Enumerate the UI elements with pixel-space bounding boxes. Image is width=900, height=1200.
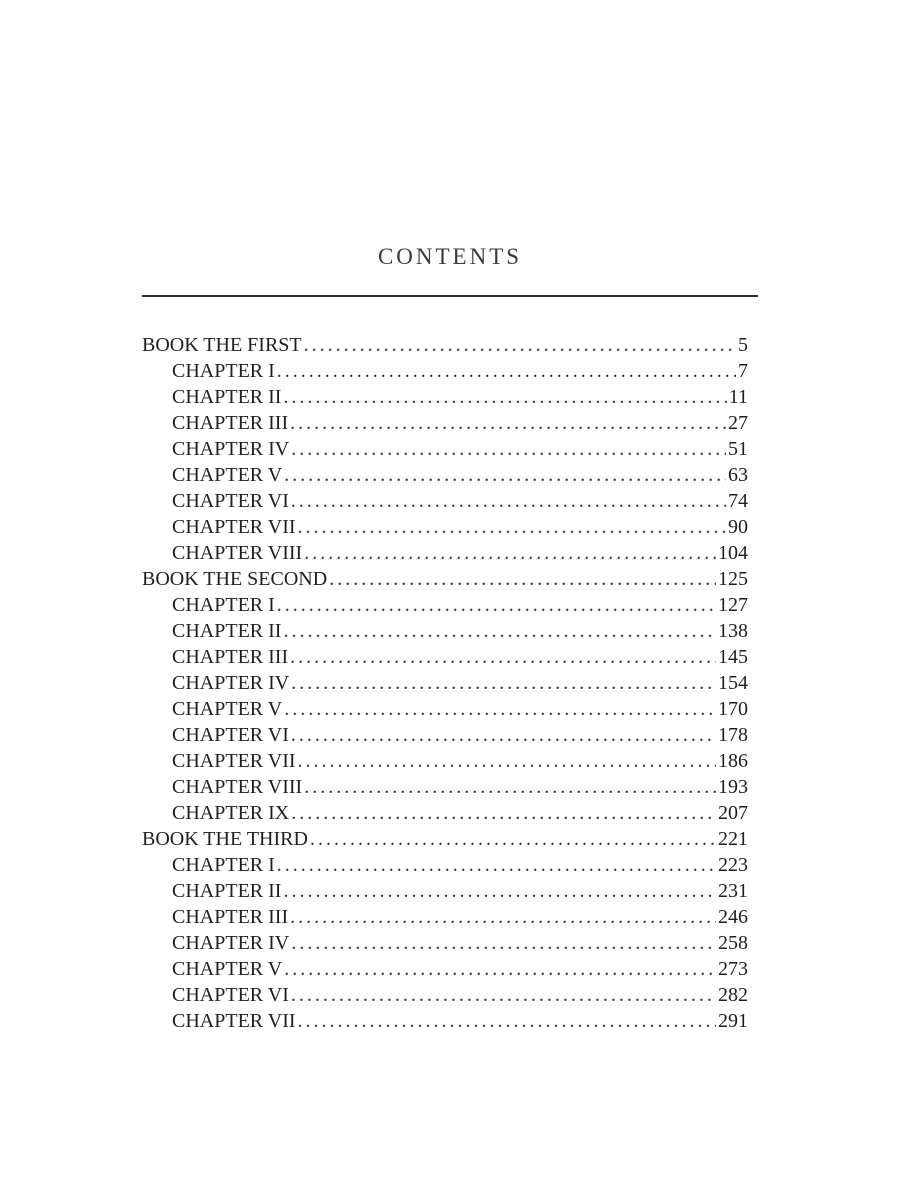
toc-entry-label: CHAPTER II — [172, 620, 282, 642]
toc-chapter-entry[interactable] — [142, 774, 748, 800]
toc-entry-label: CHAPTER VII — [172, 750, 296, 772]
toc-entry-label: CHAPTER IX — [172, 802, 290, 824]
dot-leader — [290, 904, 716, 930]
dot-leader — [291, 722, 716, 748]
toc-entry-label: BOOK THE SECOND — [142, 568, 328, 590]
toc-chapter-entry[interactable] — [142, 540, 748, 566]
toc-entry-label: CHAPTER III — [172, 646, 289, 668]
toc-entry-label: CHAPTER III — [172, 906, 289, 928]
toc-entry-label: CHAPTER VI — [172, 984, 289, 1006]
toc-entry-label: CHAPTER V — [172, 464, 283, 486]
toc-page-number: 193 — [718, 776, 748, 798]
toc-page-number: 273 — [718, 958, 748, 980]
toc-entry-label: CHAPTER I — [172, 360, 275, 382]
toc-entry-label: CHAPTER IV — [172, 672, 290, 694]
toc-page-number: 186 — [718, 750, 748, 772]
dot-leader — [310, 826, 716, 852]
dot-leader — [291, 982, 716, 1008]
toc-entry-label: CHAPTER II — [172, 880, 282, 902]
dot-leader — [329, 566, 716, 592]
dot-leader — [290, 644, 716, 670]
dot-leader — [304, 332, 736, 358]
toc-entry-label: CHAPTER VII — [172, 516, 296, 538]
toc-page-number: 138 — [718, 620, 748, 642]
toc-page-number: 221 — [718, 828, 748, 850]
toc-entry-label: BOOK THE THIRD — [142, 828, 308, 850]
toc-chapter-entry[interactable] — [142, 488, 748, 514]
dot-leader — [291, 800, 716, 826]
toc-chapter-entry[interactable] — [142, 982, 748, 1008]
toc-page-number: 5 — [738, 334, 748, 356]
dot-leader — [298, 748, 716, 774]
toc-page-number: 11 — [728, 386, 748, 408]
toc-page-number: 74 — [728, 490, 748, 512]
toc-chapter-entry[interactable] — [142, 410, 748, 436]
toc-chapter-entry[interactable] — [142, 696, 748, 722]
toc-chapter-entry[interactable] — [142, 800, 748, 826]
toc-chapter-entry[interactable] — [142, 462, 748, 488]
toc-chapter-entry[interactable] — [142, 384, 748, 410]
dot-leader — [291, 930, 716, 956]
toc-chapter-entry[interactable] — [142, 514, 748, 540]
dot-leader — [291, 670, 716, 696]
toc-entry-label: CHAPTER I — [172, 854, 275, 876]
dot-leader — [291, 436, 726, 462]
toc-page-number: 51 — [728, 438, 748, 460]
toc-entry-label: CHAPTER VI — [172, 490, 289, 512]
toc-book-entry[interactable] — [142, 566, 748, 592]
page-title: CONTENTS — [377, 244, 523, 269]
toc-page-number: 104 — [718, 542, 748, 564]
dot-leader — [304, 540, 716, 566]
dot-leader — [284, 956, 716, 982]
toc-chapter-entry[interactable] — [142, 644, 748, 670]
toc-entry-label: CHAPTER VIII — [172, 776, 303, 798]
toc-page-number: 223 — [718, 854, 748, 876]
toc-page-number: 291 — [718, 1010, 748, 1032]
toc-chapter-entry[interactable] — [142, 956, 748, 982]
toc-chapter-entry[interactable] — [142, 904, 748, 930]
toc-entry-label: CHAPTER VII — [172, 1010, 296, 1032]
dot-leader — [304, 774, 716, 800]
toc-page-number: 258 — [718, 932, 748, 954]
toc-page-number: 178 — [718, 724, 748, 746]
toc-entry-label: CHAPTER II — [172, 386, 282, 408]
toc-chapter-entry[interactable] — [142, 748, 748, 774]
toc-page-number: 90 — [728, 516, 748, 538]
toc-chapter-entry[interactable] — [142, 722, 748, 748]
dot-leader — [298, 1008, 716, 1034]
toc-page-number: 246 — [718, 906, 748, 928]
toc-entry-label: CHAPTER I — [172, 594, 275, 616]
dot-leader — [283, 384, 726, 410]
dot-leader — [277, 852, 716, 878]
toc-entry-label: CHAPTER VIII — [172, 542, 303, 564]
title-divider — [142, 295, 758, 297]
toc-entry-label: BOOK THE FIRST — [142, 334, 302, 356]
toc-chapter-entry[interactable] — [142, 592, 748, 618]
toc-chapter-entry[interactable] — [142, 670, 748, 696]
table-of-contents — [142, 332, 748, 1034]
dot-leader — [291, 488, 726, 514]
toc-page-number: 231 — [718, 880, 748, 902]
toc-book-entry[interactable] — [142, 332, 748, 358]
toc-page-number: 154 — [718, 672, 748, 694]
toc-entry-label: CHAPTER V — [172, 958, 283, 980]
toc-entry-label: CHAPTER IV — [172, 438, 290, 460]
dot-leader — [283, 618, 716, 644]
toc-entry-label: CHAPTER V — [172, 698, 283, 720]
toc-chapter-entry[interactable] — [142, 436, 748, 462]
dot-leader — [284, 696, 716, 722]
toc-entry-label: CHAPTER III — [172, 412, 289, 434]
toc-page-number: 63 — [728, 464, 748, 486]
toc-chapter-entry[interactable] — [142, 618, 748, 644]
toc-page-number: 27 — [728, 412, 748, 434]
toc-page-number: 145 — [718, 646, 748, 668]
toc-book-entry[interactable] — [142, 826, 748, 852]
dot-leader — [298, 514, 726, 540]
toc-chapter-entry[interactable] — [142, 358, 748, 384]
toc-page-number: 207 — [718, 802, 748, 824]
dot-leader — [283, 878, 716, 904]
dot-leader — [277, 592, 716, 618]
dot-leader — [277, 358, 736, 384]
dot-leader — [290, 410, 726, 436]
toc-chapter-entry[interactable] — [142, 930, 748, 956]
toc-entry-label: CHAPTER VI — [172, 724, 289, 746]
toc-entry-label: CHAPTER IV — [172, 932, 290, 954]
toc-page-number: 125 — [718, 568, 748, 590]
toc-chapter-entry[interactable] — [142, 878, 748, 904]
toc-page-number: 282 — [718, 984, 748, 1006]
dot-leader — [284, 462, 726, 488]
toc-chapter-entry[interactable] — [142, 1008, 748, 1034]
toc-chapter-entry[interactable] — [142, 852, 748, 878]
toc-page-number: 127 — [718, 594, 748, 616]
toc-page-number: 170 — [718, 698, 748, 720]
toc-page-number: 7 — [738, 360, 748, 382]
